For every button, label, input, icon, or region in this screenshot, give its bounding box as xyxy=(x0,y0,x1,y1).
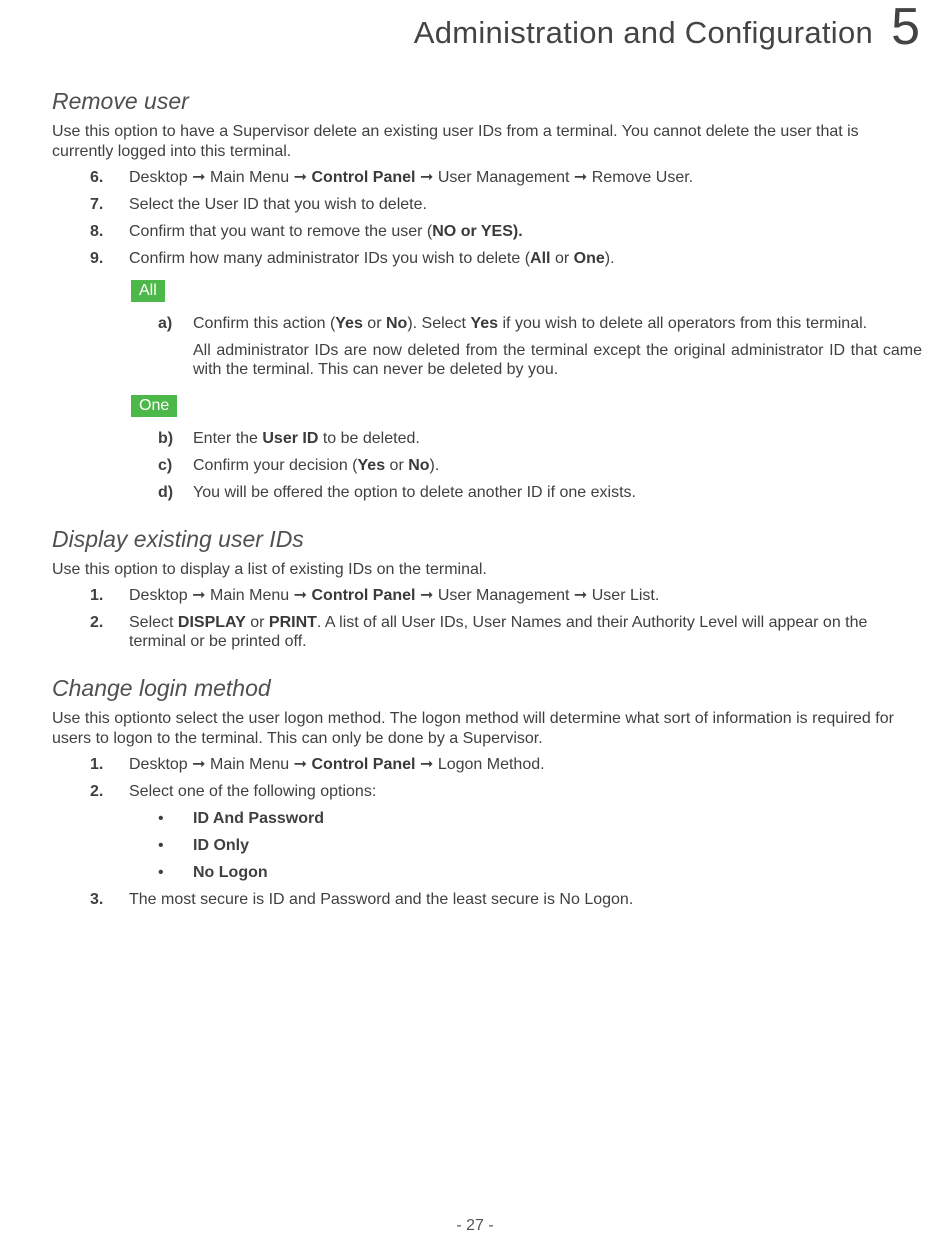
step-number: 8. xyxy=(90,223,104,240)
step-text: Confirm that you want to remove the user (NO or YES). xyxy=(129,223,523,240)
step-number: 6. xyxy=(90,169,104,186)
sub-step xyxy=(52,429,922,448)
step-text: Confirm how many administrator IDs you wish to delete (All or One). xyxy=(129,250,615,267)
arrow-icon: ➞ xyxy=(192,756,206,773)
arrow-icon: ➞ xyxy=(419,169,434,186)
step xyxy=(52,222,922,241)
arrow-icon: ➞ xyxy=(293,169,308,186)
arrow-icon: ➞ xyxy=(192,587,206,604)
arrow-icon: ➞ xyxy=(293,756,308,773)
section-heading: Remove user xyxy=(52,88,189,114)
bullet-icon: • xyxy=(158,810,164,827)
arrow-icon: ➞ xyxy=(192,169,206,186)
step-number: 7. xyxy=(90,196,104,213)
menu-path: Desktop ➞ Main Menu ➞ Control Panel ➞ Logon Method. xyxy=(129,756,545,773)
bullet-icon: • xyxy=(158,864,164,881)
sub-step-label: b) xyxy=(158,430,174,447)
step-text: Select one of the following options: xyxy=(129,783,377,800)
section-intro: Use this option to have a Supervisor delete an existing user IDs from a terminal. You cannot delete the user that is currently logged into this terminal. xyxy=(52,123,859,160)
option-item xyxy=(52,809,922,828)
section-intro: Use this optionto select the user logon method. The logon method will determine what sort of information is required for users to logon to the terminal. This can only be done by a Supervisor. xyxy=(52,710,894,747)
sub-step xyxy=(52,314,922,333)
page-number: - 27 - xyxy=(456,1217,494,1234)
sub-step-label: d) xyxy=(158,484,174,501)
arrow-icon: ➞ xyxy=(419,756,434,773)
step xyxy=(52,195,922,214)
step xyxy=(52,168,922,187)
page-content xyxy=(52,86,922,931)
step xyxy=(52,613,922,651)
section-display-user-ids xyxy=(52,524,922,651)
step xyxy=(52,890,922,909)
step-text: Select DISPLAY or PRINT. A list of all User IDs, User Names and their Authority Level will appear on the terminal or be printed off. xyxy=(129,614,868,650)
step-number: 3. xyxy=(90,891,104,908)
arrow-icon: ➞ xyxy=(293,587,308,604)
step-number: 2. xyxy=(90,614,104,631)
step-number: 2. xyxy=(90,783,104,800)
step xyxy=(52,586,922,605)
section-heading: Change login method xyxy=(52,675,271,701)
bullet-icon: • xyxy=(158,837,164,854)
step-number: 1. xyxy=(90,587,104,604)
option-label: No Logon xyxy=(193,864,268,881)
chapter-title: Administration and Configuration xyxy=(413,15,874,50)
step-number: 1. xyxy=(90,756,104,773)
sub-step-text: Confirm this action (Yes or No). Select Yes if you wish to delete all operators from this terminal. xyxy=(193,315,868,332)
step xyxy=(52,755,922,774)
sub-step-text: You will be offered the option to delete another ID if one exists. xyxy=(193,484,636,501)
step-text: The most secure is ID and Password and the least secure is No Logon. xyxy=(129,891,634,908)
badge-one: One xyxy=(131,395,177,417)
option-label: ID And Password xyxy=(193,810,324,827)
section-intro: Use this option to display a list of existing IDs on the terminal. xyxy=(52,561,487,578)
arrow-icon: ➞ xyxy=(573,169,588,186)
arrow-icon: ➞ xyxy=(419,587,434,604)
note-text: All administrator IDs are now deleted from the terminal except the original administrator ID that came with the terminal. This can never be deleted by you. xyxy=(193,342,922,378)
sub-step-text: Confirm your decision (Yes or No). xyxy=(193,457,440,474)
sub-step-label: a) xyxy=(158,315,173,332)
sub-step xyxy=(52,456,922,475)
sub-step xyxy=(52,483,922,502)
option-item xyxy=(52,863,922,882)
section-remove-user xyxy=(52,86,922,502)
option-label: ID Only xyxy=(193,837,250,854)
section-change-login-method xyxy=(52,673,922,909)
chapter-number: 5 xyxy=(891,0,920,56)
page-header xyxy=(414,0,920,56)
option-item xyxy=(52,836,922,855)
menu-path: Desktop ➞ Main Menu ➞ Control Panel ➞ User Management ➞ Remove User. xyxy=(129,169,694,186)
sub-step-label: c) xyxy=(158,457,173,474)
sub-step-text: Enter the User ID to be deleted. xyxy=(193,430,420,447)
step xyxy=(52,249,922,268)
step xyxy=(52,782,922,801)
step-number: 9. xyxy=(90,250,104,267)
step-text: Select the User ID that you wish to delete. xyxy=(129,196,427,213)
badge-all: All xyxy=(131,280,165,302)
menu-path: Desktop ➞ Main Menu ➞ Control Panel ➞ User Management ➞ User List. xyxy=(129,587,660,604)
arrow-icon: ➞ xyxy=(573,587,588,604)
section-heading: Display existing user IDs xyxy=(52,526,304,552)
